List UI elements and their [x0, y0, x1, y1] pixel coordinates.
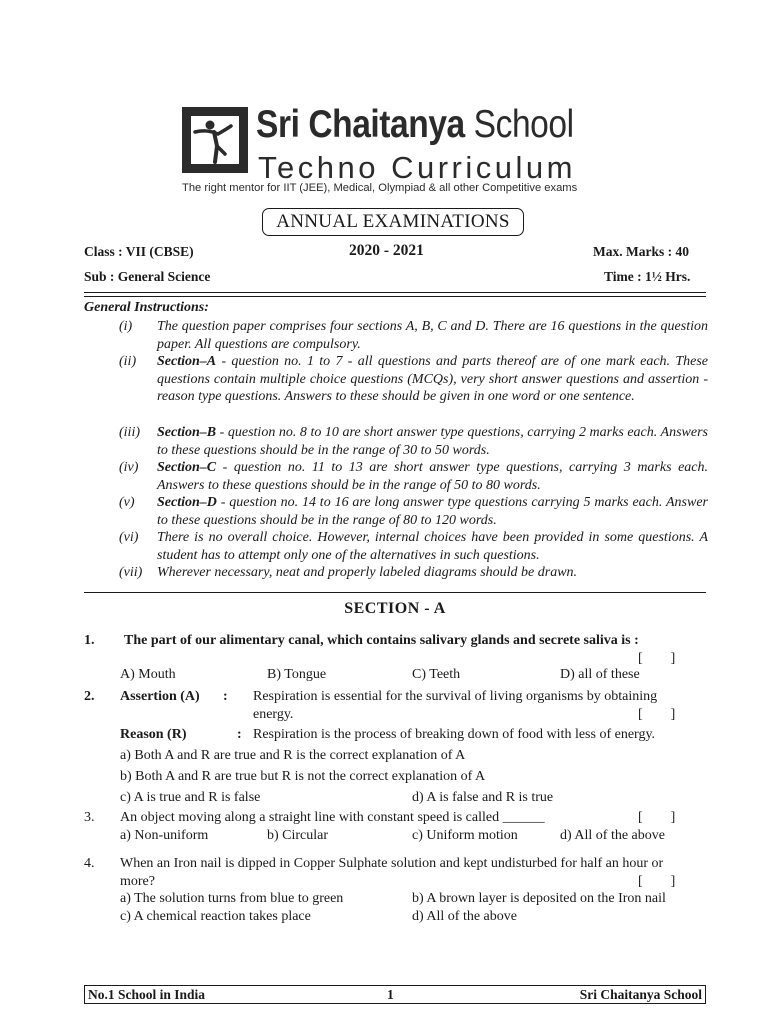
- school-name-regular: School: [473, 103, 574, 146]
- school-name: [256, 103, 574, 147]
- page-number: 1: [387, 987, 394, 1002]
- q2-option-a: a) Both A and R are true and R is the correct explanation of A: [120, 748, 466, 763]
- q4-answer-bracket: [ ]: [638, 874, 676, 889]
- instruction-number: (ii): [119, 354, 137, 369]
- q2-reason-colon: :: [237, 727, 242, 742]
- q3-option-d: d) All of the above: [560, 828, 665, 843]
- q4-number: 4.: [84, 856, 95, 871]
- q1-answer-bracket: [ ]: [638, 651, 676, 666]
- instruction-text: [157, 564, 708, 582]
- instruction-body: - question no. 1 to 7 - all questions and parts thereof are of one mark each. These questions contain multiple choice questions (MCQs), very short answer questions and assertion - reason type questions. Answers to these should be given in one word or one sentence.: [157, 354, 708, 405]
- academic-year: 2020 - 2021: [349, 242, 424, 259]
- exam-title: ANNUAL EXAMINATIONS: [262, 208, 524, 236]
- instruction-text: [157, 529, 708, 564]
- q1-text: The part of our alimentary canal, which contains salivary glands and secrete saliva is :: [124, 633, 639, 648]
- instruction-text: [157, 424, 708, 459]
- runner-logo-icon: [182, 107, 248, 173]
- subject-label: Sub : General Science: [84, 269, 211, 284]
- q2-assertion-label: Assertion (A): [120, 689, 200, 704]
- divider-top-2: [84, 296, 706, 297]
- school-name-bold: Sri Chaitanya: [256, 103, 465, 146]
- section-a-title: SECTION - A: [344, 600, 446, 617]
- time-label: Time : 1½ Hrs.: [604, 269, 691, 284]
- q1-option-d: D) all of these: [560, 667, 640, 682]
- q4-option-b: b) A brown layer is deposited on the Iron nail: [412, 891, 666, 906]
- footer-right-text: Sri Chaitanya School: [579, 987, 702, 1002]
- q3-answer-bracket: [ ]: [638, 810, 676, 825]
- q2-assertion-line1: Respiration is essential for the survival of living organisms by obtaining: [253, 689, 658, 704]
- q3-option-b: b) Circular: [267, 828, 329, 843]
- instruction-body: There is no overall choice. However, internal choices have been provided in some questions. A student has to attempt only one of the alternatives in such questions.: [157, 530, 708, 563]
- q3-option-a: a) Non-uniform: [120, 828, 209, 843]
- q2-assertion-colon: :: [223, 689, 228, 704]
- instruction-text: [157, 459, 708, 494]
- instruction-body: - question no. 14 to 16 are long answer type questions carrying 5 marks each. Answer to these questions should be in the range of 80 to 120 words.: [157, 495, 708, 528]
- q1-number: 1.: [84, 633, 95, 648]
- instruction-number: (iii): [119, 425, 140, 440]
- instruction-number: (v): [119, 495, 135, 510]
- instruction-number: (i): [119, 319, 133, 334]
- instruction-lead: Section–B: [157, 425, 217, 440]
- q4-line2: more?: [120, 874, 155, 889]
- instruction-body: The question paper comprises four sections A, B, C and D. There are 16 questions in the question paper. All questions are compulsory.: [157, 319, 708, 352]
- footer-left-text: No.1 School in India: [88, 987, 206, 1002]
- instruction-lead: Section–C: [157, 460, 217, 475]
- q1-option-a: A) Mouth: [120, 667, 176, 682]
- q2-option-c: c) A is true and R is false: [120, 790, 261, 805]
- q2-answer-bracket: [ ]: [638, 707, 676, 722]
- instructions-title: General Instructions:: [84, 300, 209, 315]
- instruction-lead: Section–A: [157, 354, 217, 369]
- q4-option-c: c) A chemical reaction takes place: [120, 909, 311, 924]
- q4-line1: When an Iron nail is dipped in Copper Sulphate solution and kept undisturbed for half an hour or: [120, 856, 664, 871]
- instruction-number: (vi): [119, 530, 139, 545]
- q2-option-b: b) Both A and R are true but R is not the correct explanation of A: [120, 769, 486, 784]
- q2-reason-label: Reason (R): [120, 727, 187, 742]
- instruction-body: Wherever necessary, neat and properly labeled diagrams should be drawn.: [157, 565, 578, 580]
- q2-option-d: d) A is false and R is true: [412, 790, 554, 805]
- instruction-text: [157, 318, 708, 353]
- tagline: The right mentor for IIT (JEE), Medical, Olympiad & all other Competitive exams: [182, 182, 578, 194]
- instruction-body: - question no. 11 to 13 are short answer type questions, carrying 3 marks each. Answers to these questions should be in the range of 50 to 80 words.: [157, 460, 708, 493]
- instruction-text: [157, 494, 708, 529]
- q1-option-b: B) Tongue: [267, 667, 327, 682]
- max-marks: Max. Marks : 40: [593, 244, 689, 259]
- q2-assertion-line2: energy.: [253, 707, 294, 722]
- q2-number: 2.: [84, 689, 95, 704]
- instruction-text: [157, 353, 708, 406]
- q3-text: An object moving along a straight line with constant speed is called ______: [120, 810, 545, 825]
- q4-option-d: d) All of the above: [412, 909, 517, 924]
- q2-reason-text: Respiration is the process of breaking down of food with less of energy.: [253, 727, 656, 742]
- q1-option-c: C) Teeth: [412, 667, 461, 682]
- page-footer: [84, 985, 706, 1004]
- instruction-number: (iv): [119, 460, 139, 475]
- divider-section: [84, 592, 706, 593]
- divider-top-1: [84, 292, 706, 293]
- curriculum-title: Techno Curriculum: [258, 150, 576, 185]
- instruction-number: (vii): [119, 565, 143, 580]
- instruction-body: - question no. 8 to 10 are short answer type questions, carrying 2 marks each. Answers to these questions should be in the range of 30 to 50 words.: [157, 425, 708, 458]
- q3-option-c: c) Uniform motion: [412, 828, 518, 843]
- q3-number: 3.: [84, 810, 95, 825]
- class-label: Class : VII (CBSE): [84, 244, 194, 259]
- instruction-lead: Section–D: [157, 495, 217, 510]
- q4-option-a: a) The solution turns from blue to green: [120, 891, 344, 906]
